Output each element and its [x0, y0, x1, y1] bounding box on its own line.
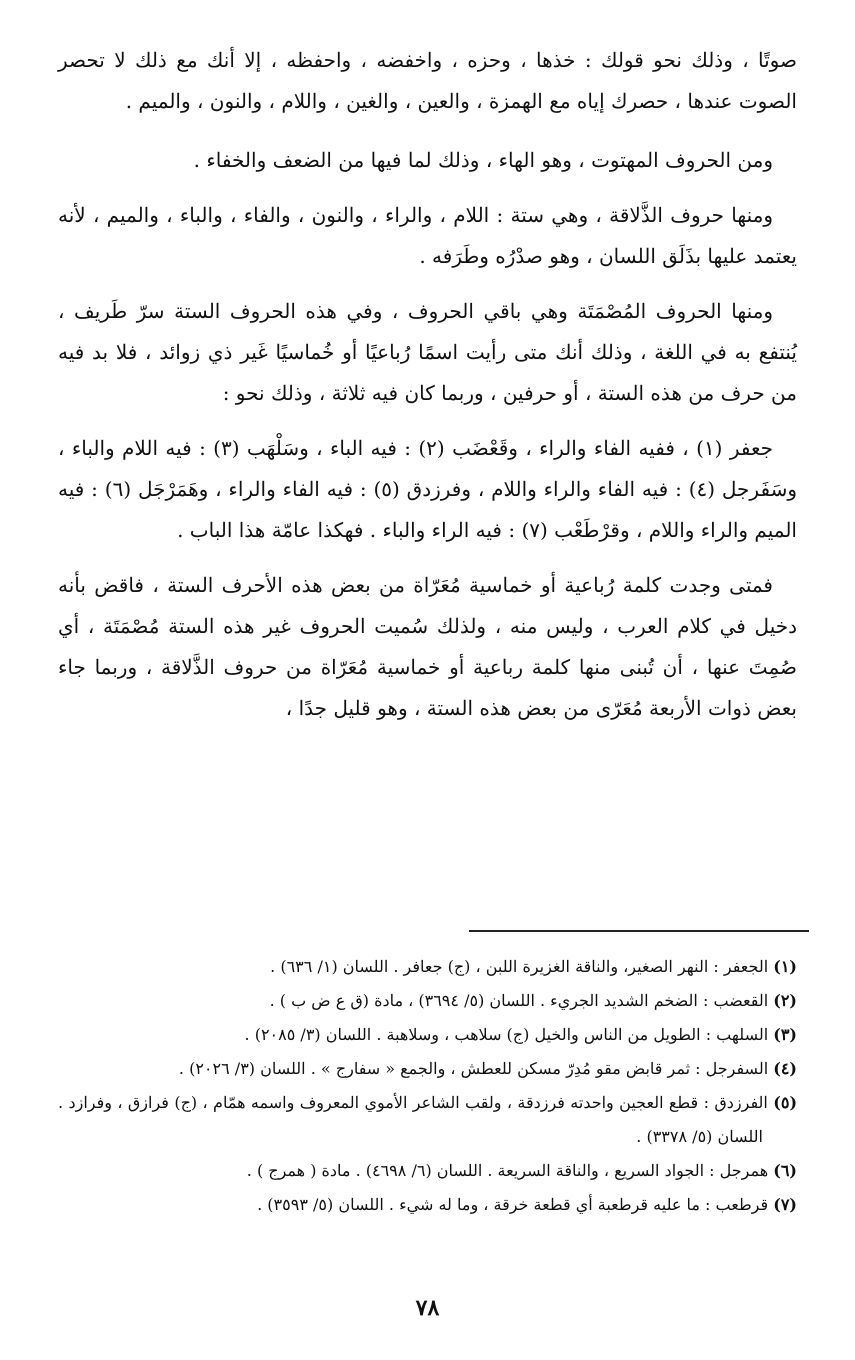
footnote-text: السلهب : الطويل من الناس والخيل (ج) سلاهب ، وسلاهبة . اللسان (٣/ ٢٠٨٥) . — [244, 1025, 769, 1044]
footnote — [58, 1086, 797, 1154]
footnote-number: (٢) — [773, 991, 797, 1010]
footnote-number: (٤) — [773, 1059, 797, 1078]
footnote-number: (٧) — [773, 1195, 797, 1214]
footnote — [58, 1154, 797, 1188]
footnote — [58, 950, 797, 984]
footnote-text: همرجل : الجواد السريع ، والناقة السريعة . اللسان (٦/ ٤٦٩٨) . مادة ( همرج ) . — [246, 1161, 769, 1180]
paragraph: جعفر (١) ، ففيه الفاء والراء ، وقَعْضَب (٢) : فيه الباء ، وسَلْهَب (٣) : فيه اللام والباء ، وسَفَرجل (٤) : فيه الفاء والراء واللام ، وفرزدق (٥) : فيه الفاء والراء ، وهَمَرْجَل (٦) : فيه الميم والراء واللام ، وقرْطَعْب (٧) : فيه الراء والباء . فهكذا عامّة هذا الباب . — [58, 436, 797, 542]
footnote-text: قرطعب : ما عليه قرطعبة أي قطعة خرقة ، وما له شيء . اللسان (٥/ ٣٥٩٣) . — [257, 1195, 769, 1214]
footnotes — [58, 950, 797, 1222]
footnote-number: (٣) — [773, 1025, 797, 1044]
paragraph: ومنها الحروف المُصْمَتَة وهي باقي الحروف ، وفي هذه الحروف الستة سرّ طَريف ، يُنتفع به في اللغة ، وذلك أنك متى رأيت اسمًا رُباعيًا أو خُماسيًا غَير ذي زوائد ، فلا بد فيه من حرف من هذه الستة ، أو حرفين ، وربما كان فيه ثلاثة ، وذلك نحو : — [58, 299, 797, 405]
page-number: ٧٨ — [415, 1295, 440, 1321]
footnote — [58, 1018, 797, 1052]
main-text — [58, 40, 797, 743]
footnote — [58, 1188, 797, 1222]
footnote-number: (٦) — [773, 1161, 797, 1180]
paragraph: ومن الحروف المهتوت ، وهو الهاء ، وذلك لما فيها من الضعف والخفاء . — [193, 148, 773, 172]
footnote-text: القعضب : الضخم الشديد الجريء . اللسان (٥/ ٣٦٩٤) ، مادة (ق ع ض ب ) . — [269, 991, 769, 1010]
footnote-divider — [469, 930, 809, 932]
paragraph: ومنها حروف الذَّلاقة ، وهي ستة : اللام ، والراء ، والنون ، والفاء ، والباء ، والميم ، لأنه يعتمد عليها بذَلَق اللسان ، وهو صدْرُه وطَرَفه . — [58, 203, 797, 268]
paragraph: فمتى وجدت كلمة رُباعية أو خماسية مُعَرّاة من بعض هذه الأحرف الستة ، فاقض بأنه دخيل في كلام العرب ، وليس منه ، ولذلك سُميت الحروف غير هذه الستة مُصْمَتَة ، أي صُمِتَ عنها ، أن تُبنى منها كلمة رباعية أو خماسية مُعَرّاة من حروف الذَّلاقة ، وربما جاء بعض ذوات الأربعة مُعَرّى من بعض هذه الستة ، وهو قليل جدًا ، — [58, 573, 797, 720]
paragraph: صوتًا ، وذلك نحو قولك : خذها ، وحزه ، واخفضه ، واحفظه ، إلا أنك مع ذلك لا تحصر الصوت عندها ، حصرك إياه مع الهمزة ، والعين ، والغين ، واللام ، والنون ، والميم . — [58, 48, 797, 113]
footnote-text: الفرزدق : قطع العجين واحدته فرزدقة ، ولقب الشاعر الأموي المعروف واسمه همّام ، (ج) فرازق ، وفرازد . اللسان (٥/ ٣٣٧٨) . — [58, 1093, 768, 1146]
footnote-text: السفرجل : ثمر قابض مقو مُدِرّ مسكن للعطش ، والجمع « سفارج » . اللسان (٣/ ٢٠٢٦) . — [178, 1059, 769, 1078]
footnote — [58, 1052, 797, 1086]
footnote-number: (٥) — [773, 1093, 798, 1112]
footnote-text: الجعفر : النهر الصغير، والناقة الغزيرة اللبن ، (ج) جعافر . اللسان (١/ ٦٣٦) . — [270, 957, 769, 976]
footnote — [58, 984, 797, 1018]
footnote-number: (١) — [773, 957, 797, 976]
